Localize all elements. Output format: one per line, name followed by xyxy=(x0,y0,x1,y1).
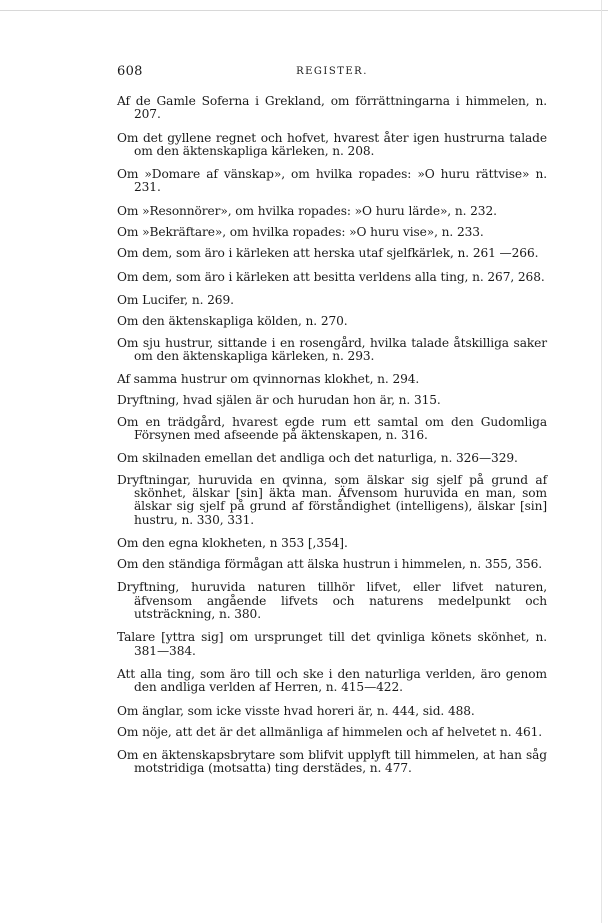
page-number: 608 xyxy=(117,64,143,79)
register-entry: Dryftningar, huruvida en qvinna, som älskar sig sjelf på grund af skönhet, älskar [sin] äkta man. Äfvensom huruvida en man, som älskar sig sjelf på grund af förståndighet (intelligens), älskar [sin] hustru, n. 330, 331. xyxy=(117,472,547,527)
register-entry: Talare [yttra sig] om ursprunget till det qvinliga könets skönhet, n. 381—384. xyxy=(117,630,547,658)
running-title: REGISTER. xyxy=(296,66,368,77)
register-entry: Dryftning, huruvida naturen tillhör lifvet, eller lifvet naturen, äfvensom angående lifvets och naturens medelpunkt och utsträckning, n. 380. xyxy=(117,580,547,622)
page-header xyxy=(117,64,547,84)
register-entry: Om sju hustrur, sittande i en rosengård, hvilka talade åtskilliga saker om den äktenskapliga kärleken, n. 293. xyxy=(117,335,547,363)
register-entry: Om en trädgård, hvarest egde rum ett samtal om den Gudomliga Försynen med afseende på äktenskapen, n. 316. xyxy=(117,414,547,443)
register-entry: Om den egna klokheten, n 353 [,354]. xyxy=(117,535,348,550)
register-entry: Om skilnaden emellan det andliga och det naturliga, n. 326—329. xyxy=(117,451,518,466)
register-entry: Af samma hustrur om qvinnornas klokhet, n. 294. xyxy=(117,372,420,387)
register-entry: Om en äktenskapsbrytare som blifvit upplyft till himmelen, at han såg motstridiga (motsatta) ting derstädes, n. 477. xyxy=(117,748,547,776)
register-entry: Att alla ting, som äro till och ske i den naturliga verlden, äro genom den andliga verlden af Herren, n. 415—422. xyxy=(117,666,547,695)
register-entry: Om »Bekräftare», om hvilka ropades: »O huru vise», n. 233. xyxy=(117,225,484,240)
register-entry: Af de Gamle Soferna i Grekland, om förrättningarna i himmelen, n. 207. xyxy=(117,94,547,122)
register-entry: Om det gyllene regnet och hofvet, hvarest åter igen hustrurna talade om den äktenskapliga kärleken, n. 208. xyxy=(117,130,547,158)
register-entries xyxy=(117,95,547,776)
register-entry: Om »Resonnörer», om hvilka ropades: »O huru lärde», n. 232. xyxy=(117,203,497,218)
register-entry: Om nöje, att det är det allmänliga af himmelen och af helvetet n. 461. xyxy=(117,724,543,739)
register-entry: Om Lucifer, n. 269. xyxy=(117,292,234,307)
page-edge-line xyxy=(0,10,608,11)
register-entry: Om den äktenskapliga kölden, n. 270. xyxy=(117,314,348,329)
register-entry: Om »Domare af vänskap», om hvilka ropades: »O huru rättvise» n. 231. xyxy=(117,167,547,195)
register-entry: Om den ständiga förmågan att älska hustrun i himmelen, n. 355, 356. xyxy=(117,557,543,572)
register-entry: Om dem, som äro i kärleken att besitta verldens alla ting, n. 267, 268. xyxy=(117,269,545,284)
page-side-line xyxy=(601,0,602,923)
register-entry: Om änglar, som icke visste hvad horeri är, n. 444, sid. 488. xyxy=(117,703,475,718)
register-page xyxy=(117,64,547,786)
register-entry: Dryftning, hvad själen är och hurudan hon är, n. 315. xyxy=(117,393,441,408)
register-entry: Om dem, som äro i kärleken att herska utaf sjelfkärlek, n. 261 —266. xyxy=(117,246,539,261)
